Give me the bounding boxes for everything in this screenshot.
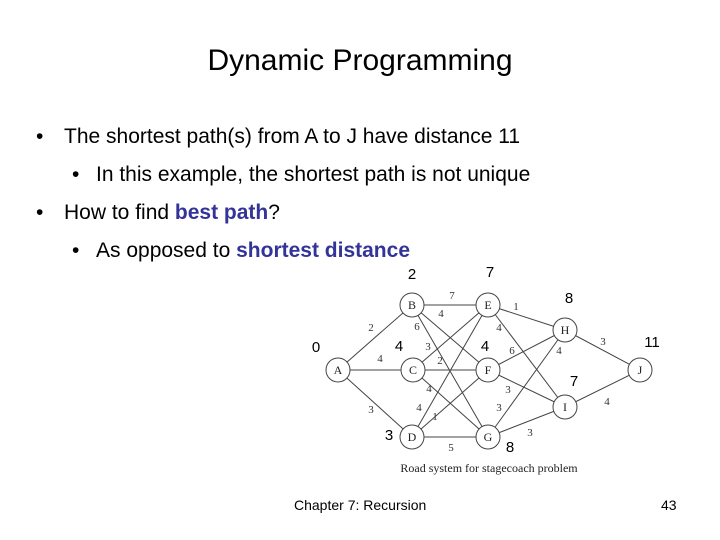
weight-A-B: 2 bbox=[368, 322, 374, 334]
bullet-1-sub-text: In this example, the shortest path is not unique bbox=[96, 163, 531, 186]
node-H-label: H bbox=[560, 323, 570, 337]
weight-F-H: 6 bbox=[509, 345, 515, 357]
weight-G-I: 3 bbox=[527, 427, 533, 439]
weight-B-G: 6 bbox=[414, 321, 420, 333]
diagram-caption: Road system for stagecoach problem bbox=[400, 461, 578, 475]
distance-C: 4 bbox=[394, 338, 404, 355]
node-B-label: B bbox=[407, 298, 417, 312]
weight-A-D: 3 bbox=[368, 404, 374, 416]
distance-A: 0 bbox=[311, 339, 321, 356]
weight-B-F: 4 bbox=[438, 308, 444, 320]
weight-H-J: 3 bbox=[600, 336, 606, 348]
node-A-label: A bbox=[333, 363, 343, 377]
node-D-label: D bbox=[407, 430, 417, 444]
footer-chapter: Chapter 7: Recursion bbox=[294, 497, 427, 513]
edge-G-H bbox=[488, 330, 565, 437]
distance-E: 7 bbox=[485, 264, 495, 281]
edge-F-H bbox=[488, 330, 565, 370]
weight-C-G: 4 bbox=[426, 383, 432, 395]
weight-D-F: 1 bbox=[432, 411, 438, 423]
weight-E-H: 1 bbox=[513, 301, 519, 313]
bullet-1-text: The shortest path(s) from A to J have distance 11 bbox=[64, 125, 521, 148]
node-G-label: G bbox=[483, 430, 493, 444]
bullet-2-sub-highlight: shortest distance bbox=[236, 239, 410, 262]
weight-A-C: 4 bbox=[377, 353, 383, 365]
distance-B: 2 bbox=[407, 266, 417, 283]
distance-F: 4 bbox=[480, 338, 490, 355]
weight-E-I: 4 bbox=[496, 322, 502, 334]
node-E-label: E bbox=[484, 298, 492, 312]
distance-I: 7 bbox=[569, 373, 579, 390]
weight-D-G: 5 bbox=[448, 442, 454, 454]
weight-C-E: 3 bbox=[425, 341, 431, 353]
bullet-2-prefix: How to find bbox=[64, 201, 175, 224]
slide-title: Dynamic Programming bbox=[207, 44, 513, 77]
weight-F-I: 3 bbox=[505, 384, 511, 396]
distance-D: 3 bbox=[384, 427, 394, 444]
edge-A-D bbox=[338, 370, 412, 437]
bullet-2-sub-prefix: As opposed to bbox=[96, 239, 237, 262]
edge-E-I bbox=[488, 305, 565, 407]
distance-J: 11 bbox=[644, 334, 660, 351]
node-labels bbox=[334, 298, 643, 444]
distance-G: 8 bbox=[505, 439, 515, 456]
page-number: 43 bbox=[661, 497, 677, 513]
distance-H: 8 bbox=[564, 290, 574, 307]
weight-I-J: 4 bbox=[604, 396, 610, 408]
weight-C-F: 2 bbox=[437, 355, 443, 367]
node-C-label: C bbox=[408, 363, 418, 377]
weight-D-E: 4 bbox=[416, 402, 422, 414]
weight-G-H: 3 bbox=[496, 402, 502, 414]
node-F-label: F bbox=[484, 363, 492, 377]
weight-B-E: 7 bbox=[449, 290, 455, 302]
node-I-label: I bbox=[563, 400, 567, 414]
weight-H-I: 4 bbox=[556, 345, 562, 357]
bullet-2-suffix: ? bbox=[268, 201, 280, 224]
bullet-2-highlight: best path bbox=[174, 201, 269, 224]
node-J-label: J bbox=[637, 363, 643, 377]
